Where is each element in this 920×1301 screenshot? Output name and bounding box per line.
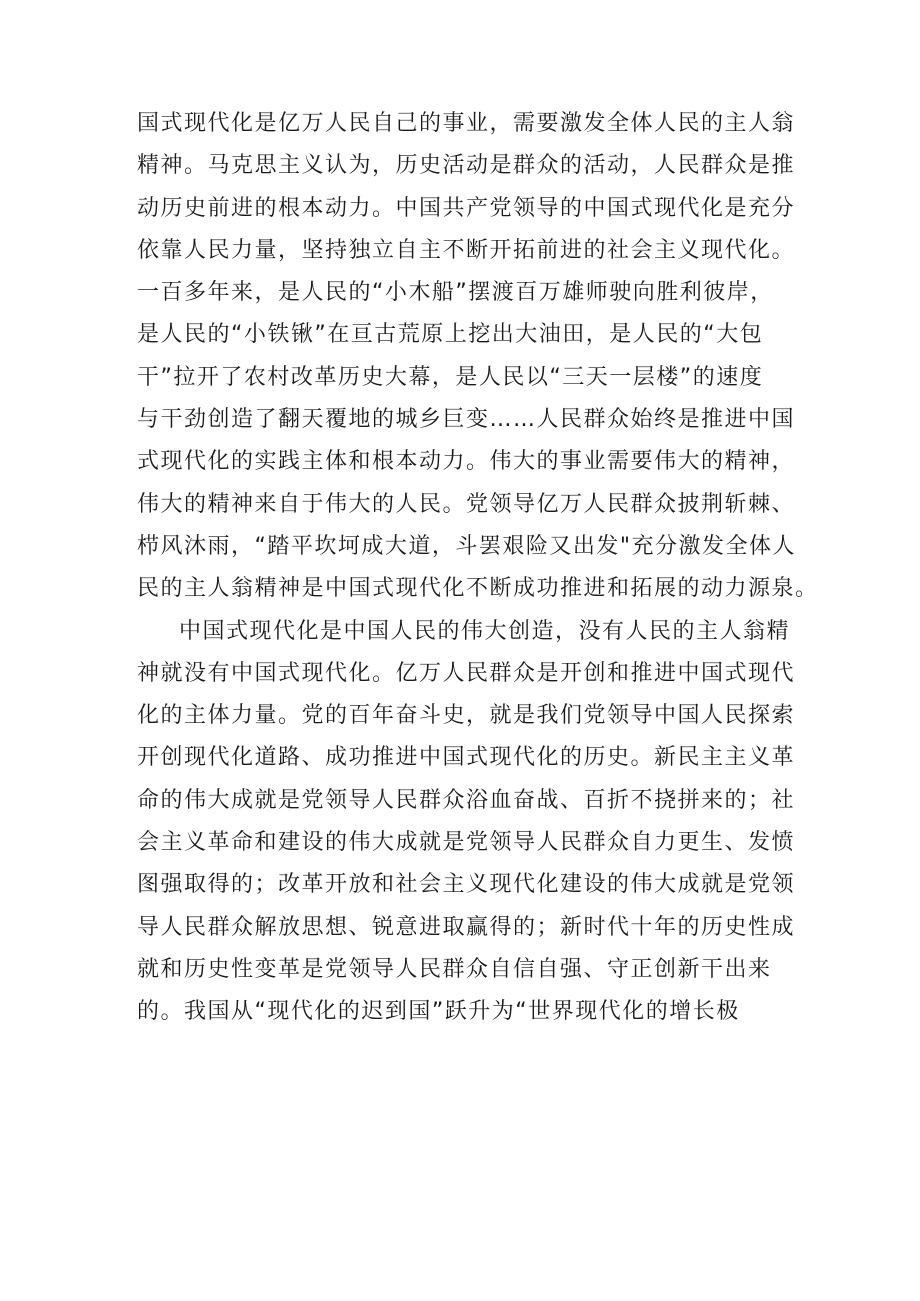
text-line: 的。我国从“现代化的迟到国”跃升为“世界现代化的增长极 — [137, 999, 740, 1025]
text-line: 栉风沐雨，“踏平坎坷成大道，斗罢艰险又出发"充分激发全体人 — [137, 533, 797, 559]
text-line: 民的主人翁精神是中国式现代化不断成功推进和拓展的动力源泉。 — [137, 576, 819, 602]
text-line: 导人民群众解放思想、锐意进取赢得的；新时代十年的历史性成 — [137, 914, 796, 940]
text-line: 伟大的精神来自于伟大的人民。党领导亿万人民群众披荆斩棘、 — [137, 491, 796, 517]
text-line: 式现代化的实践主体和根本动力。伟大的事业需要伟大的精神， — [137, 449, 796, 475]
text-line: 会主义革命和建设的伟大成就是党领导人民群众自力更生、发愤 — [137, 830, 796, 856]
paragraph-2 — [137, 611, 817, 1034]
text-line: 神就没有中国式现代化。亿万人民群众是开创和推进中国式现代 — [137, 660, 796, 686]
text-line: 干”拉开了农村改革历史大幕，是人民以“三天一层楼”的速度 — [137, 364, 764, 390]
text-line: 国式现代化是亿万人民自己的事业，需要激发全体人民的主人翁 — [137, 111, 796, 136]
text-line: 与干劲创造了翻天覆地的城乡巨变……人民群众始终是推进中国 — [137, 407, 796, 433]
paragraph-1 — [137, 103, 817, 611]
text-line: 是人民的“小铁锹”在亘古荒原上挖出大油田，是人民的“大包 — [137, 322, 764, 348]
text-line: 一百多年来，是人民的“小木船”摆渡百万雄师驶向胜利彼岸， — [137, 280, 774, 306]
text-line: 精神。马克思主义认为，历史活动是群众的活动，人民群众是推 — [137, 153, 796, 179]
text-line: 化的主体力量。党的百年奋斗史，就是我们党领导中国人民探索 — [137, 703, 796, 729]
text-line: 命的伟大成就是党领导人民群众浴血奋战、百折不挠拼来的；社 — [137, 787, 796, 813]
text-line: 动历史前进的根本动力。中国共产党领导的中国式现代化是充分 — [137, 195, 796, 221]
text-line: 图强取得的；改革开放和社会主义现代化建设的伟大成就是党领 — [137, 872, 796, 898]
text-line-indented: 中国式现代化是中国人民的伟大创造，没有人民的主人翁精 — [179, 618, 791, 644]
text-line: 依靠人民力量，坚持独立自主不断开拓前进的社会主义现代化。 — [137, 237, 796, 263]
body-text — [137, 103, 817, 1034]
text-line: 就和历史性变革是党领导人民群众自信自强、守正创新干出来 — [137, 956, 772, 982]
text-line: 开创现代化道路、成功推进中国式现代化的历史。新民主主义革 — [137, 745, 796, 771]
